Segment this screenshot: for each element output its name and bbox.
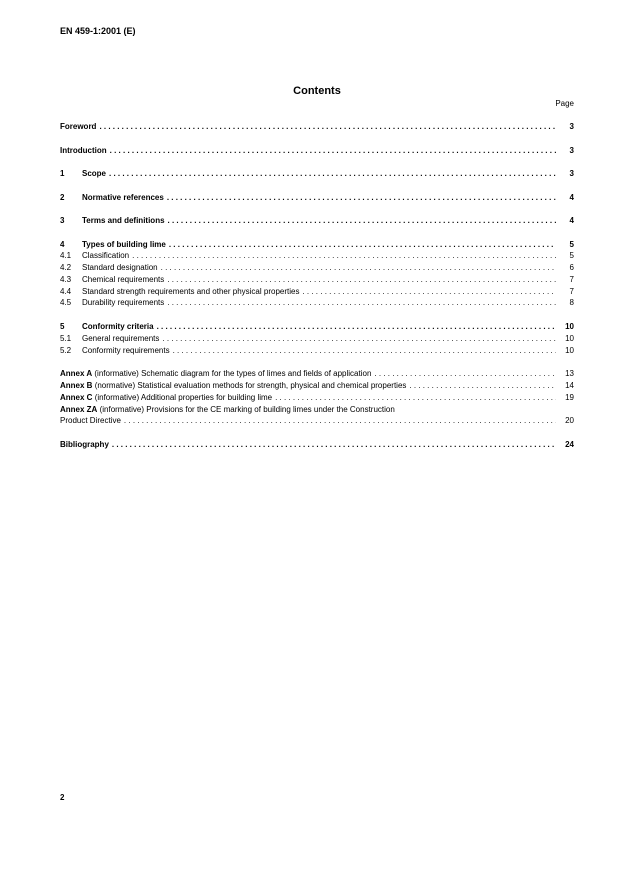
toc-entry-foreword[interactable]: Foreword . . . 3	[60, 122, 574, 132]
toc-entry-normative-references[interactable]: 2 Normative references . . . 4	[60, 193, 574, 203]
annex-b-label: Annex B	[60, 381, 93, 390]
toc-entry-bibliography[interactable]: Bibliography . . . 24	[60, 440, 574, 450]
toc-entry-classification[interactable]: 4.1 Classification . . . 5	[60, 251, 574, 261]
page-column-label: Page	[555, 99, 574, 108]
toc-entry-standard-designation[interactable]: 4.2 Standard designation . . . 6	[60, 263, 574, 273]
toc-entry-types-of-building-lime[interactable]: 4 Types of building lime . . . 5	[60, 240, 574, 250]
toc-entry-durability-requirements[interactable]: 4.5 Durability requirements . . . 8	[60, 298, 574, 308]
toc-entry-strength-requirements[interactable]: 4.4 Standard strength requirements and other physical properties . . . 7	[60, 287, 574, 297]
page-title: Contents	[293, 85, 341, 97]
toc-entry-conformity-criteria[interactable]: 5 Conformity criteria . . . 10	[60, 322, 574, 332]
toc-entry-conformity-requirements[interactable]: 5.2 Conformity requirements . . . 10	[60, 346, 574, 356]
toc-entry-scope[interactable]: 1 Scope . . . 3	[60, 169, 574, 179]
toc-entry-general-requirements[interactable]: 5.1 General requirements . . . 10	[60, 334, 574, 344]
toc-entry-terms-and-definitions[interactable]: 3 Terms and definitions . . . 4	[60, 216, 574, 226]
toc-entry-annex-a[interactable]: Annex A (informative) Schematic diagram for the types of limes and fields of application . . . 13	[60, 369, 574, 379]
annex-za-label: Annex ZA	[60, 405, 98, 414]
toc-entry-annex-b[interactable]: Annex B (normative) Statistical evaluation methods for strength, physical and chemical properties . . . 14	[60, 381, 574, 391]
toc-entry-annex-c[interactable]: Annex C (informative) Additional properties for building lime . . . 19	[60, 393, 574, 403]
toc-entry-chemical-requirements[interactable]: 4.3 Chemical requirements . . . 7	[60, 275, 574, 285]
toc-entry-annex-za[interactable]: Annex ZA (informative) Provisions for the CE marking of building limes under the Construction	[60, 405, 395, 414]
annex-a-label: Annex A	[60, 369, 93, 378]
document-id: EN 459-1:2001 (E)	[60, 26, 136, 36]
toc-entry-annex-za-continued[interactable]: Product Directive . . . 20	[60, 416, 574, 426]
annex-c-label: Annex C	[60, 393, 93, 402]
page-number: 2	[60, 793, 65, 802]
toc-entry-introduction[interactable]: Introduction . . . 3	[60, 146, 574, 156]
